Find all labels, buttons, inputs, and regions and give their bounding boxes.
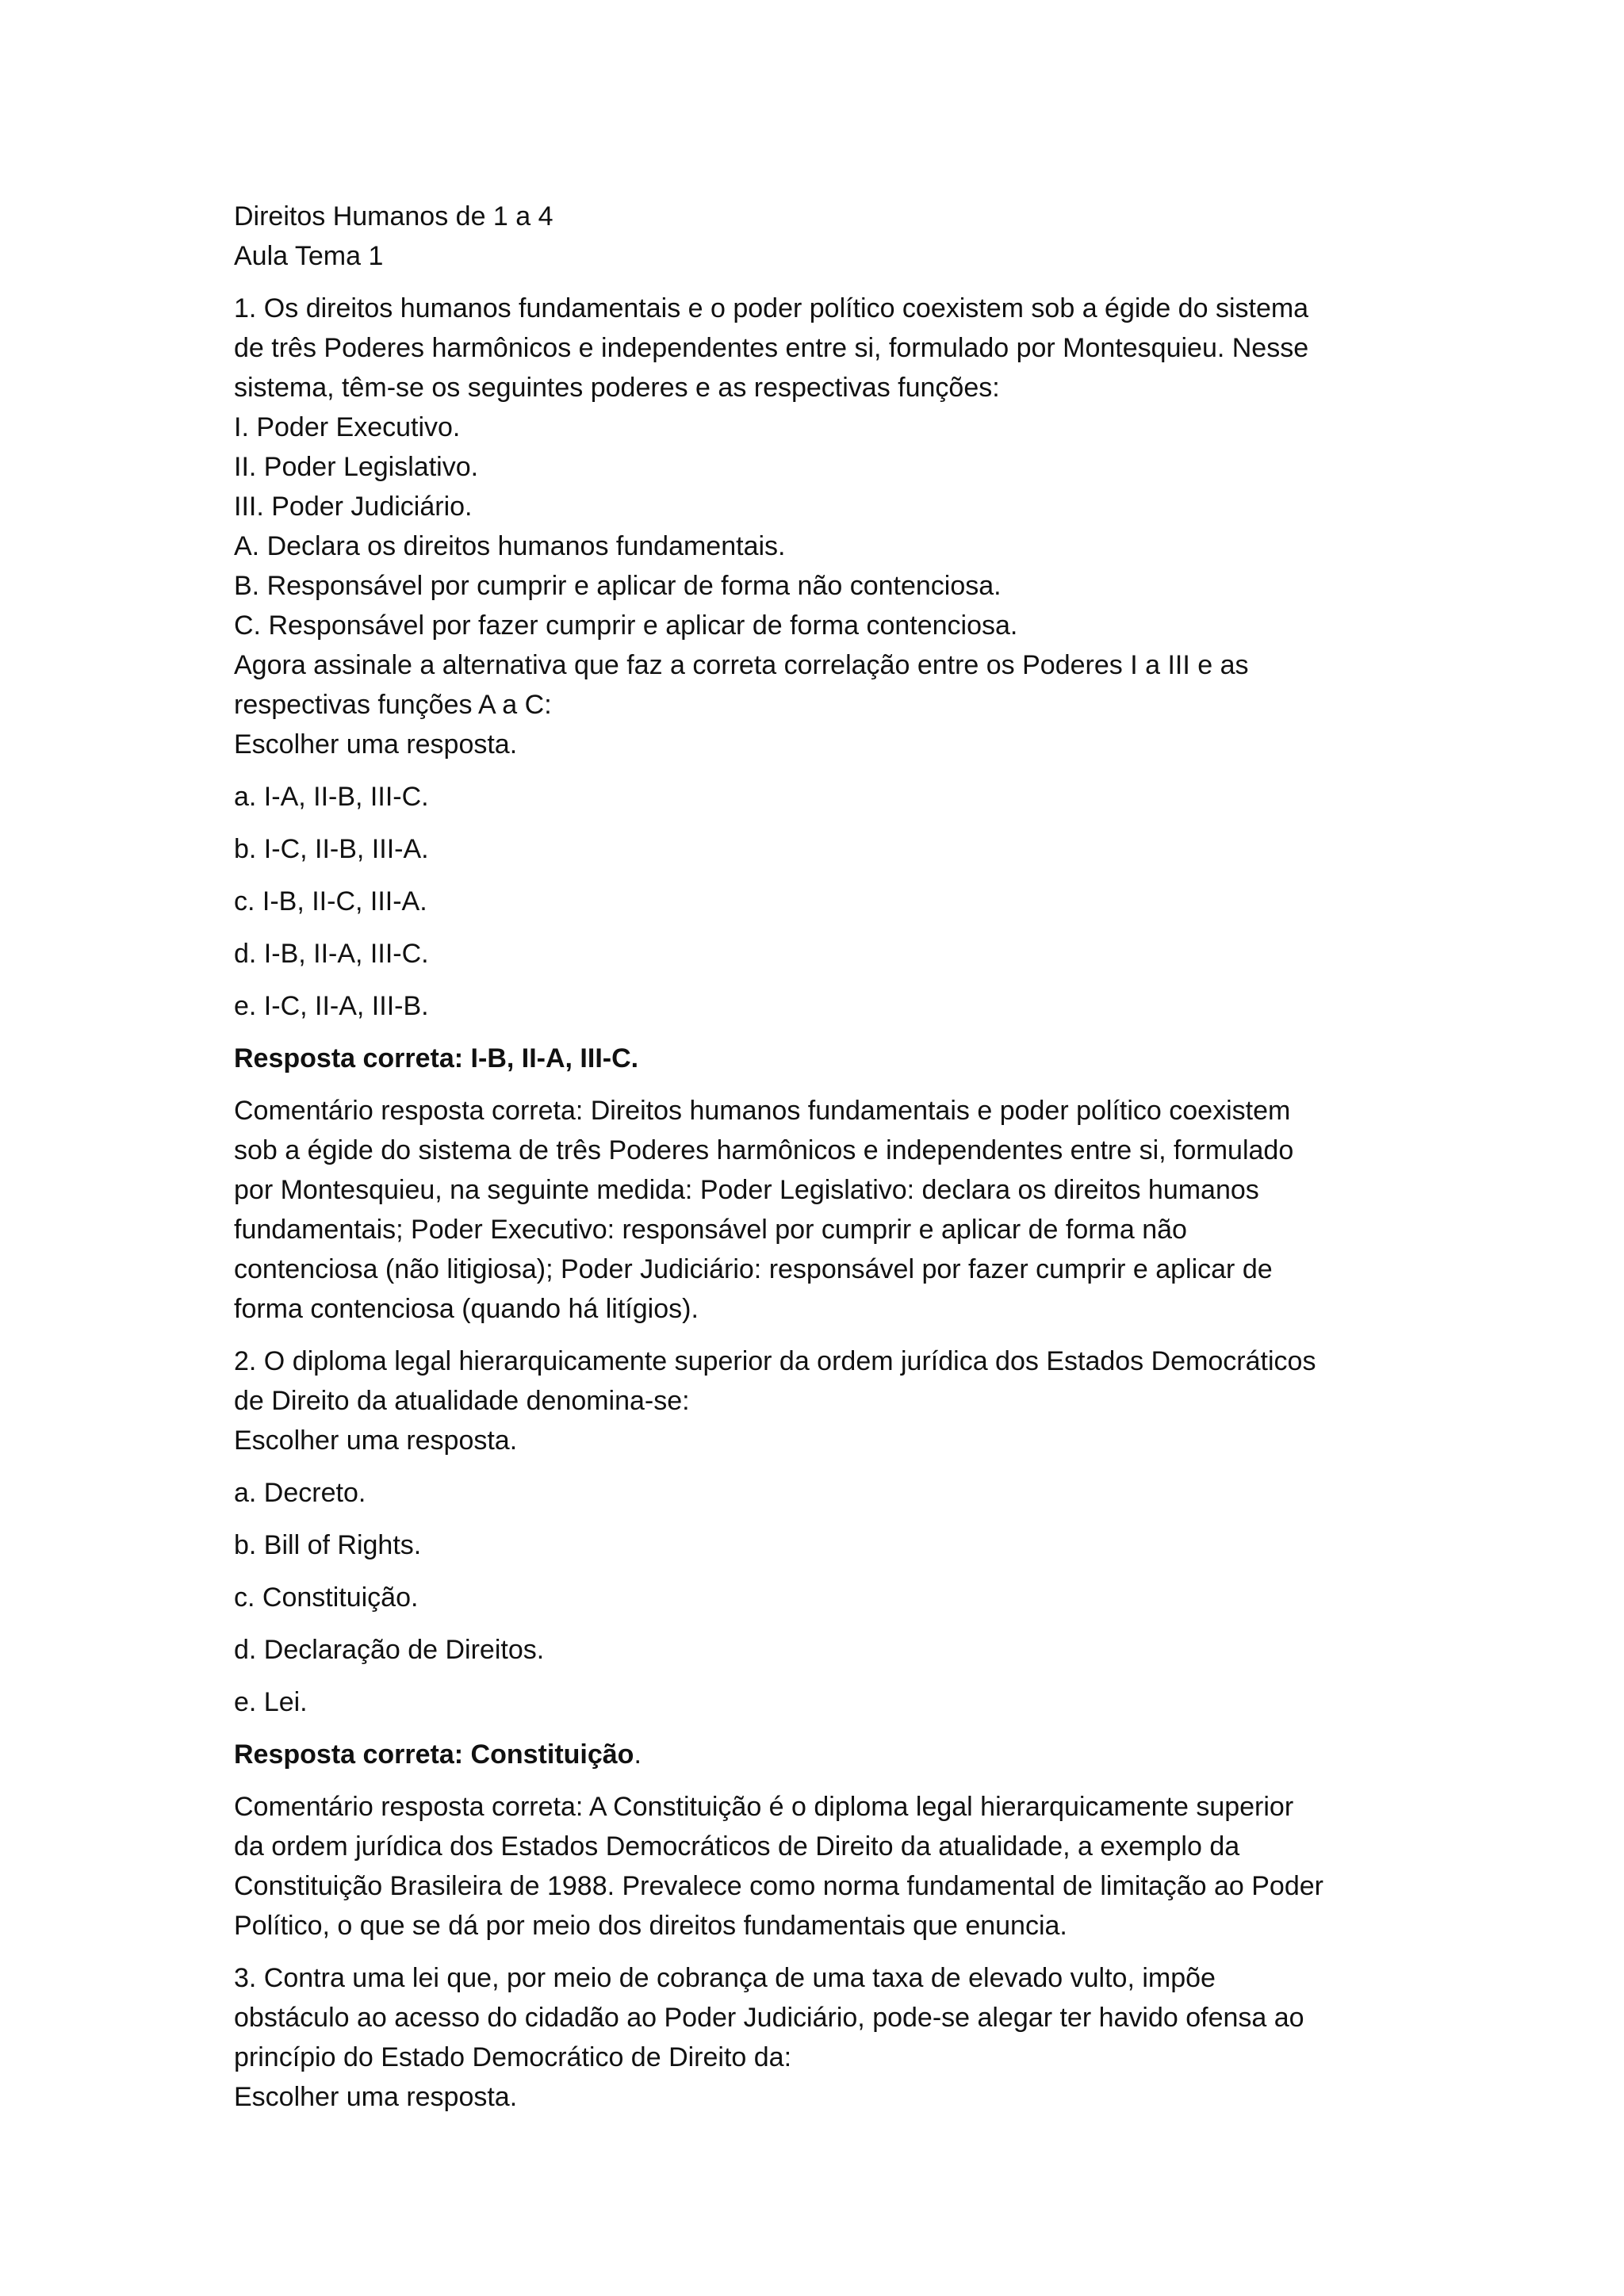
- question-stem-line: III. Poder Judiciário.: [234, 492, 473, 522]
- question-stem-line: Escolher uma resposta.: [234, 729, 518, 760]
- comment-line: Comentário resposta correta: A Constituição é o diploma legal hierarquicamente superior: [234, 1792, 1294, 1822]
- answer-option-b: b. Bill of Rights.: [234, 1530, 422, 1560]
- question-stem-line: 3. Contra uma lei que, por meio de cobrança de uma taxa de elevado vulto, impõe: [234, 1963, 1216, 1993]
- question-stem-line: B. Responsável por cumprir e aplicar de forma não contenciosa.: [234, 571, 1002, 601]
- comment-line: contenciosa (não litigiosa); Poder Judiciário: responsável por fazer cumprir e aplicar de: [234, 1254, 1273, 1284]
- answer-comment: [234, 1787, 1423, 1946]
- question-stem-line: Escolher uma resposta.: [234, 2082, 518, 2112]
- answer-option-c: c. Constituição.: [234, 1582, 419, 1613]
- question-stem-line: I. Poder Executivo.: [234, 412, 461, 442]
- question-stem-line: Agora assinale a alternativa que faz a correta correlação entre os Poderes I a III e as: [234, 650, 1249, 680]
- question-stem-line: II. Poder Legislativo.: [234, 452, 479, 482]
- answer-option-a: a. I-A, II-B, III-C.: [234, 782, 429, 812]
- answer-option-a: a. Decreto.: [234, 1478, 366, 1508]
- answer-option-b: b. I-C, II-B, III-A.: [234, 834, 429, 864]
- comment-line: da ordem jurídica dos Estados Democráticos de Direito da atualidade, a exemplo da: [234, 1831, 1240, 1862]
- comment-line: Comentário resposta correta: Direitos humanos fundamentais e poder político coexistem: [234, 1096, 1291, 1126]
- question-stem-line: de Direito da atualidade denomina-se:: [234, 1386, 690, 1416]
- question-stem-line: de três Poderes harmônicos e independentes entre si, formulado por Montesquieu. Nesse: [234, 333, 1309, 363]
- comment-line: Político, o que se dá por meio dos direitos fundamentais que enuncia.: [234, 1911, 1067, 1941]
- correct-answer: Resposta correta: Constituição: [234, 1739, 634, 1770]
- answer-option-e: e. Lei.: [234, 1687, 308, 1717]
- comment-line: fundamentais; Poder Executivo: responsável por cumprir e aplicar de forma não: [234, 1215, 1187, 1245]
- answer-comment: [234, 1091, 1423, 1329]
- correct-answer-suffix: .: [634, 1739, 642, 1770]
- correct-answer-line: [234, 1735, 1423, 1774]
- comment-line: por Montesquieu, na seguinte medida: Poder Legislativo: declara os direitos humanos: [234, 1175, 1259, 1205]
- answer-option-d: d. I-B, II-A, III-C.: [234, 939, 429, 969]
- question-stem-line: Escolher uma resposta.: [234, 1425, 518, 1456]
- question-1-options: [234, 777, 1423, 1026]
- question-stem-line: 2. O diploma legal hierarquicamente superior da ordem jurídica dos Estados Democráticos: [234, 1346, 1316, 1376]
- answer-option-e: e. I-C, II-A, III-B.: [234, 991, 429, 1021]
- question-2-options: [234, 1473, 1423, 1722]
- question-stem-line: A. Declara os direitos humanos fundamentais.: [234, 531, 786, 561]
- correct-answer: Resposta correta: I-B, II-A, III-C.: [234, 1043, 639, 1073]
- answer-option-c: c. I-B, II-C, III-A.: [234, 886, 427, 916]
- answer-option-d: d. Declaração de Direitos.: [234, 1635, 545, 1665]
- question-stem-line: respectivas funções A a C:: [234, 690, 552, 720]
- question-stem-line: C. Responsável por fazer cumprir e aplicar de forma contenciosa.: [234, 610, 1018, 641]
- question-stem-line: obstáculo ao acesso do cidadão ao Poder Judiciário, pode-se alegar ter havido ofensa ao: [234, 2003, 1304, 2033]
- question-2: [234, 1341, 1423, 1460]
- comment-line: Constituição Brasileira de 1988. Prevalece como norma fundamental de limitação ao Poder: [234, 1871, 1323, 1901]
- document-subtitle: Aula Tema 1: [234, 241, 384, 271]
- question-1: [234, 289, 1423, 764]
- comment-line: forma contenciosa (quando há litígios).: [234, 1294, 699, 1324]
- question-stem-line: princípio do Estado Democrático de Direito da:: [234, 2042, 792, 2072]
- comment-line: sob a égide do sistema de três Poderes harmônicos e independentes entre si, formulado: [234, 1135, 1294, 1165]
- document-title: Direitos Humanos de 1 a 4: [234, 201, 553, 232]
- document-content: [234, 197, 1423, 2117]
- question-stem-line: sistema, têm-se os seguintes poderes e as respectivas funções:: [234, 373, 1000, 403]
- question-stem-line: 1. Os direitos humanos fundamentais e o poder político coexistem sob a égide do sistema: [234, 293, 1309, 323]
- question-3: [234, 1958, 1423, 2117]
